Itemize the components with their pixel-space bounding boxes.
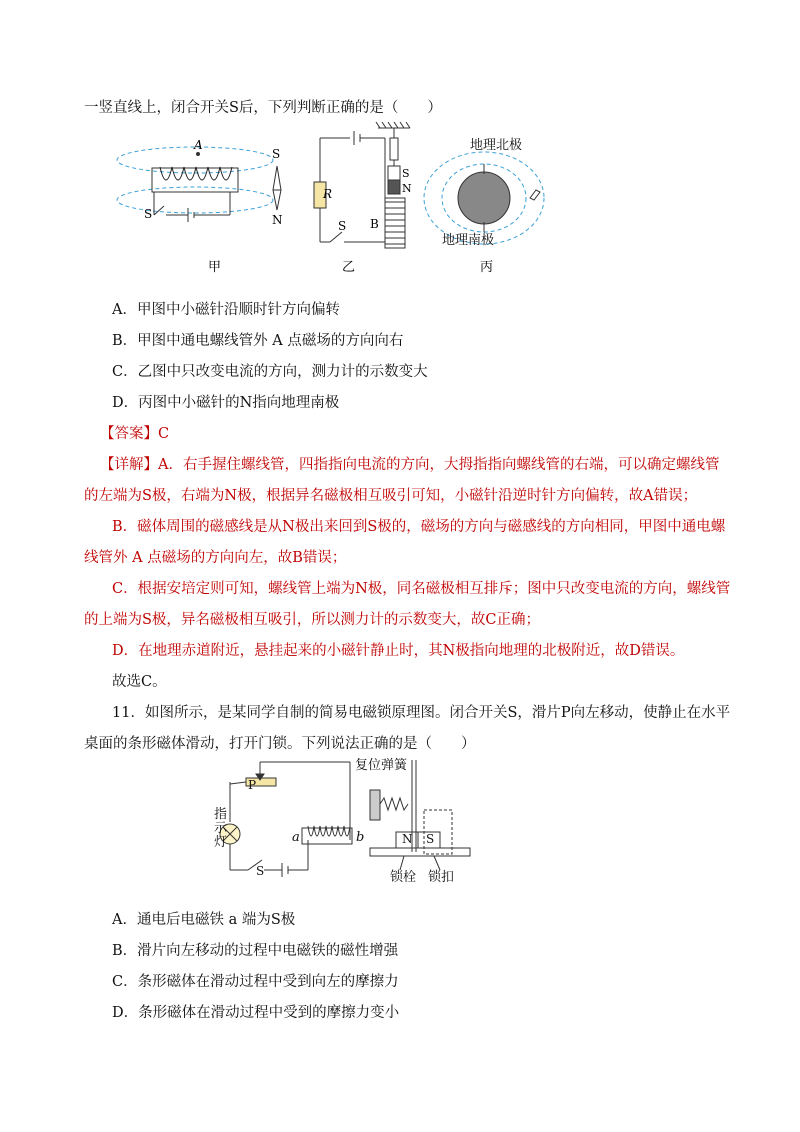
q10-option-a: A．甲图中小磁针沿顺时针方向偏转 (112, 302, 340, 318)
south-pole-label: 地理南极 (442, 233, 495, 248)
q10-detail-line: C．根据安培定则可知，螺线管上端为N极，同名磁极相互排斥；图中只改变电流的方向，螺线管 (112, 581, 731, 597)
bolt-label: 锁栓 (390, 870, 417, 885)
north-pole-label: 地理北极 (470, 138, 523, 153)
jia-needle (273, 166, 281, 210)
jia-caption: 甲 (208, 260, 222, 275)
yi-r-label: R (323, 187, 333, 201)
q10-detail-line: 【详解】A．右手握住螺线管，四指指向电流的方向，大拇指指向螺线管的右端，可以确定螺线管 (100, 457, 720, 473)
yi-magnet-n: N (402, 182, 412, 195)
q11-option-c: C．条形磁体在滑动过程中受到向左的摩擦力 (112, 974, 399, 990)
slider-p-label: P (248, 778, 257, 792)
figure-yi (314, 122, 410, 248)
bing-caption: 丙 (480, 260, 494, 275)
q11-option-a: A．通电后电磁铁 a 端为S极 (112, 912, 296, 928)
q11-stem-line: 11．如图所示，是某同学自制的简易电磁锁原理图。闭合开关S，滑片P向左移动，使静止在水平 (112, 705, 731, 721)
figure-jia (117, 147, 273, 222)
q10-detail-line: 的上端为S极，异名磁极相互吸引，所以测力计的示数变大，故C正确； (84, 612, 541, 628)
magnet-n-label: N (402, 832, 413, 846)
bing-needle (530, 190, 540, 200)
yi-caption: 乙 (342, 260, 356, 275)
buckle-label: 锁扣 (428, 870, 455, 885)
jia-switch-s: S (144, 207, 153, 221)
q10-detail-line: B．磁体周围的磁感线是从N极出来回到S极的，磁场的方向与磁感线的方向相同，甲图中通电螺 (112, 519, 726, 535)
jia-needle-s: S (272, 147, 281, 161)
yi-switch-s: S (338, 219, 347, 233)
q11-option-d: D．条形磁体在滑动过程中受到的摩擦力变小 (112, 1005, 400, 1021)
q10-option-c: C．乙图中只改变电流的方向，测力计的示数变大 (112, 364, 428, 380)
q10-detail-line: 线管外 A 点磁场的方向向左，故B错误； (84, 550, 347, 566)
q10-detail-line: D．在地理赤道附近，悬挂起来的小磁针静止时，其N极指向地理的北极附近，故D错误。 (112, 643, 685, 659)
yi-magnet-s: S (402, 167, 410, 180)
q11-option-b: B．滑片向左移动的过程中电磁铁的磁性增强 (112, 943, 399, 959)
yi-b-label: B (370, 217, 379, 231)
lamp-char: 示 (214, 821, 228, 836)
lamp-char: 灯 (214, 835, 228, 850)
q11-stem-line: 桌面的条形磁体滑动，打开门锁。下列说法正确的是（ ） (84, 736, 476, 752)
q10-conclusion: 故选C。 (112, 674, 167, 690)
q10-answer: 【答案】C (100, 426, 170, 442)
jia-point-a: A (194, 138, 203, 152)
lamp-char: 指 (214, 807, 228, 822)
q10-stem: 一竖直线上，闭合开关S后，下列判断正确的是（ ） (84, 100, 442, 116)
spring-label: 复位弹簧 (355, 758, 408, 773)
q10-detail-line: 的左端为S极，右端为N极，根据异名磁极相互吸引可知，小磁针沿逆时针方向偏转，故A错误； (84, 488, 698, 504)
coil-end-b: b (356, 830, 365, 845)
switch-s-label: S (256, 864, 265, 878)
jia-needle-n: N (272, 213, 283, 227)
magnet-s-label: S (426, 832, 435, 846)
q10-option-d: D．丙图中小磁针的N指向地理南极 (112, 395, 340, 411)
q10-option-b: B．甲图中通电螺线管外 A 点磁场的方向向右 (112, 333, 404, 349)
indicator-lamp-label (214, 808, 227, 850)
coil-end-a: a (292, 830, 300, 845)
